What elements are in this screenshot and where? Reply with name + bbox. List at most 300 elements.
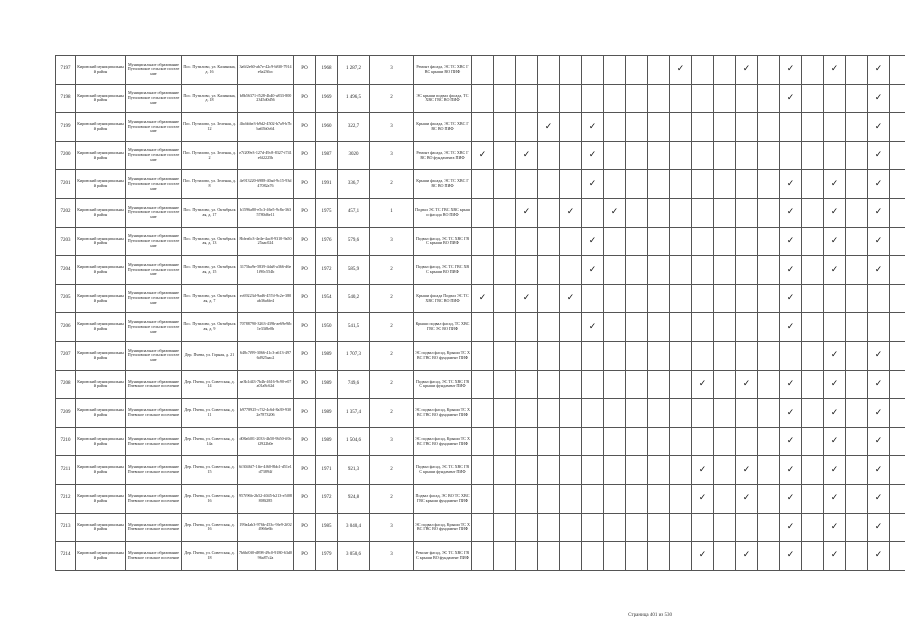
checkmark-icon: ✓ [786, 235, 795, 246]
row-number: 7204 [56, 256, 76, 285]
area-cell: 585,9 [338, 256, 370, 285]
row-number: 7198 [56, 84, 76, 113]
year-cell: 1975 [316, 198, 338, 227]
empty-cell [714, 198, 736, 227]
empty-cell [670, 256, 692, 285]
area-cell: 1 357,4 [338, 399, 370, 428]
empty-cell [868, 284, 890, 313]
empty-cell [538, 370, 560, 399]
checkmark-icon: ✓ [786, 293, 795, 304]
empty-cell [538, 542, 560, 571]
district-cell: Кировский муниципальный район [76, 341, 126, 370]
area-cell: 1 287,2 [338, 56, 370, 85]
house-code-cell: 957f96b-2b52-4045-b213-e5f08808f285 [238, 484, 294, 513]
form-cell: РО [294, 141, 316, 170]
district-cell: Кировский муниципальный район [76, 370, 126, 399]
year-cell: 1987 [316, 141, 338, 170]
checkmark-icon: ✓ [478, 293, 487, 304]
area-cell: 336,7 [338, 170, 370, 199]
empty-cell [802, 141, 824, 170]
checkmark-cell [824, 56, 846, 85]
house-code-cell: 70788790-3263-439b-ae69e9fb1e33f8e0b [238, 313, 294, 342]
checkmark-cell [670, 56, 692, 85]
house-code-cell: 8bfea6c3-4e4e-4ac8-9310-9a5025aac024 [238, 227, 294, 256]
empty-cell [472, 399, 494, 428]
row-number: 7210 [56, 427, 76, 456]
empty-cell [648, 427, 670, 456]
works-cell: ЭС подвал фасад, Крыши ТС ХВС ГВС ВО фундамент ПИФ [414, 341, 472, 370]
empty-cell [494, 341, 516, 370]
checkmark-icon: ✓ [830, 407, 839, 418]
empty-cell [494, 456, 516, 485]
checkmark-cell [582, 256, 604, 285]
address-cell: Пос. Путилово, ул. Зеленая, д. 2 [182, 141, 238, 170]
empty-cell [736, 84, 758, 113]
empty-cell [626, 84, 648, 113]
area-cell: 1 504,6 [338, 427, 370, 456]
table-row [56, 341, 905, 370]
checkmark-icon: ✓ [786, 436, 795, 447]
empty-cell [780, 113, 802, 142]
checkmark-cell [516, 198, 538, 227]
empty-cell [758, 513, 780, 542]
empty-cell [846, 56, 868, 85]
checkmark-icon: ✓ [874, 550, 883, 561]
empty-cell [736, 198, 758, 227]
works-cell: ЭС подвал фасад, Крыши ТС ХВС ГВС ВО фундамент ПИФ [414, 513, 472, 542]
empty-cell [824, 284, 846, 313]
form-cell: РО [294, 341, 316, 370]
address-cell: Пос. Путилово, ул. Октябрьская, д. 13 [182, 227, 238, 256]
empty-cell [846, 256, 868, 285]
year-cell: 1976 [316, 227, 338, 256]
year-cell: 1989 [316, 341, 338, 370]
checkmark-icon: ✓ [676, 64, 685, 75]
empty-cell [604, 313, 626, 342]
empty-cell [560, 256, 582, 285]
empty-cell [692, 427, 714, 456]
empty-cell [626, 427, 648, 456]
checkmark-icon: ✓ [874, 121, 883, 132]
area-cell: 579,6 [338, 227, 370, 256]
checkmark-icon: ✓ [830, 350, 839, 361]
empty-cell [758, 256, 780, 285]
quantity-cell: 2 [370, 484, 414, 513]
empty-cell [890, 284, 905, 313]
empty-cell [736, 227, 758, 256]
empty-cell [560, 484, 582, 513]
row-number: 7197 [56, 56, 76, 85]
checkmark-cell [824, 513, 846, 542]
year-cell: 1989 [316, 399, 338, 428]
empty-cell [670, 456, 692, 485]
empty-cell [692, 284, 714, 313]
area-cell: 541,5 [338, 313, 370, 342]
table-row [56, 227, 905, 256]
municipality-cell: Муниципальное образование Путиловское сельское поселение [126, 84, 182, 113]
empty-cell [516, 484, 538, 513]
year-cell: 1954 [316, 284, 338, 313]
empty-cell [472, 542, 494, 571]
form-cell: РО [294, 513, 316, 542]
empty-cell [538, 513, 560, 542]
checkmark-icon: ✓ [698, 378, 707, 389]
empty-cell [846, 341, 868, 370]
checkmark-cell [692, 542, 714, 571]
checkmark-icon: ✓ [544, 121, 553, 132]
empty-cell [472, 256, 494, 285]
empty-cell [846, 427, 868, 456]
checkmark-cell [868, 513, 890, 542]
empty-cell [758, 84, 780, 113]
district-cell: Кировский муниципальный район [76, 284, 126, 313]
municipality-cell: Муниципальное образование Пчевское сельское поселение [126, 399, 182, 428]
table-row [56, 542, 905, 571]
empty-cell [692, 227, 714, 256]
form-cell: РО [294, 370, 316, 399]
year-cell: 1968 [316, 56, 338, 85]
empty-cell [758, 542, 780, 571]
empty-cell [692, 513, 714, 542]
district-cell: Кировский муниципальный район [76, 513, 126, 542]
empty-cell [670, 113, 692, 142]
empty-cell [846, 484, 868, 513]
empty-cell [538, 284, 560, 313]
empty-cell [604, 170, 626, 199]
quantity-cell: 3 [370, 141, 414, 170]
table-row [56, 399, 905, 428]
house-code-cell: b8b56371-f528-4b40-a833-8002345d0d56 [238, 84, 294, 113]
empty-cell [604, 456, 626, 485]
checkmark-cell [582, 170, 604, 199]
empty-cell [670, 313, 692, 342]
empty-cell [692, 113, 714, 142]
table-row [56, 284, 905, 313]
empty-cell [648, 484, 670, 513]
checkmark-icon: ✓ [588, 150, 597, 161]
empty-cell [670, 370, 692, 399]
empty-cell [846, 141, 868, 170]
empty-cell [890, 170, 905, 199]
checkmark-cell [824, 341, 846, 370]
house-code-cell: 4bcbbbe3-b9d2-4502-b7a9-b7bba65b0c64 [238, 113, 294, 142]
checkmark-icon: ✓ [522, 293, 531, 304]
checkmark-icon: ✓ [786, 521, 795, 532]
checkmark-cell [824, 427, 846, 456]
area-cell: 3020 [338, 141, 370, 170]
empty-cell [626, 313, 648, 342]
checkmark-icon: ✓ [786, 550, 795, 561]
checkmark-cell [472, 284, 494, 313]
empty-cell [736, 399, 758, 428]
empty-cell [626, 227, 648, 256]
empty-cell [516, 227, 538, 256]
municipality-cell: Муниципальное образование Пчевское сельское поселение [126, 513, 182, 542]
empty-cell [714, 141, 736, 170]
checkmark-icon: ✓ [874, 464, 883, 475]
works-cell: ЭС подвал фасад, Крыши ТС ХВС ГВС ВО фундамент ПИФ [414, 399, 472, 428]
checkmark-icon: ✓ [786, 92, 795, 103]
empty-cell [472, 370, 494, 399]
checkmark-cell [868, 484, 890, 513]
form-cell: РО [294, 56, 316, 85]
quantity-cell: 3 [370, 513, 414, 542]
empty-cell [582, 284, 604, 313]
empty-cell [758, 56, 780, 85]
quantity-cell: 2 [370, 370, 414, 399]
checkmark-cell [780, 170, 802, 199]
empty-cell [516, 513, 538, 542]
district-cell: Кировский муниципальный район [76, 313, 126, 342]
address-cell: Пос. Путилово, ул. Октябрьская, д. 9 [182, 313, 238, 342]
empty-cell [648, 542, 670, 571]
empty-cell [802, 170, 824, 199]
empty-cell [472, 341, 494, 370]
empty-cell [670, 484, 692, 513]
municipality-cell: Муниципальное образование Путиловское сельское поселение [126, 113, 182, 142]
empty-cell [560, 113, 582, 142]
area-cell: 3 050,6 [338, 542, 370, 571]
empty-cell [538, 484, 560, 513]
form-cell: РО [294, 284, 316, 313]
empty-cell [494, 170, 516, 199]
empty-cell [582, 84, 604, 113]
empty-cell [648, 370, 670, 399]
checkmark-icon: ✓ [874, 235, 883, 246]
empty-cell [604, 56, 626, 85]
table-row [56, 456, 905, 485]
row-number: 7207 [56, 341, 76, 370]
empty-cell [494, 427, 516, 456]
empty-cell [802, 284, 824, 313]
empty-cell [670, 84, 692, 113]
checkmark-cell [868, 399, 890, 428]
empty-cell [516, 456, 538, 485]
district-cell: Кировский муниципальный район [76, 542, 126, 571]
checkmark-icon: ✓ [830, 521, 839, 532]
checkmark-icon: ✓ [874, 436, 883, 447]
empty-cell [890, 113, 905, 142]
area-cell: 540,2 [338, 284, 370, 313]
empty-cell [538, 170, 560, 199]
checkmark-icon: ✓ [830, 550, 839, 561]
empty-cell [560, 141, 582, 170]
empty-cell [802, 256, 824, 285]
works-cell: Подвал фасад, ЭС ТС ХВС ГВС крыши фундамент ПИФ [414, 456, 472, 485]
checkmark-cell [868, 456, 890, 485]
table-row [56, 370, 905, 399]
empty-cell [494, 513, 516, 542]
checkmark-cell [868, 256, 890, 285]
empty-cell [758, 198, 780, 227]
checkmark-icon: ✓ [742, 464, 751, 475]
checkmark-icon: ✓ [786, 178, 795, 189]
year-cell: 1991 [316, 170, 338, 199]
table-row [56, 56, 905, 85]
year-cell: 1972 [316, 256, 338, 285]
empty-cell [890, 141, 905, 170]
empty-cell [538, 141, 560, 170]
address-cell: Дер. Пчева, ул. Советская, д. 16 [182, 484, 238, 513]
checkmark-icon: ✓ [830, 378, 839, 389]
empty-cell [890, 227, 905, 256]
empty-cell [560, 313, 582, 342]
checkmark-cell [868, 227, 890, 256]
empty-cell [846, 84, 868, 113]
table-row [56, 313, 905, 342]
district-cell: Кировский муниципальный район [76, 113, 126, 142]
checkmark-cell [780, 198, 802, 227]
empty-cell [890, 484, 905, 513]
empty-cell [714, 113, 736, 142]
checkmark-cell [780, 284, 802, 313]
row-number: 7203 [56, 227, 76, 256]
municipality-cell: Муниципальное образование Путиловское сельское поселение [126, 141, 182, 170]
checkmark-cell [582, 227, 604, 256]
empty-cell [648, 513, 670, 542]
empty-cell [758, 113, 780, 142]
empty-cell [846, 284, 868, 313]
empty-cell [516, 399, 538, 428]
checkmark-cell [736, 542, 758, 571]
empty-cell [670, 227, 692, 256]
empty-cell [582, 341, 604, 370]
table-row [56, 198, 905, 227]
house-code-cell: 3a6f2e60-ab7e-42c9-b8f0-7914e6a236cc [238, 56, 294, 85]
empty-cell [626, 256, 648, 285]
checkmark-cell [868, 198, 890, 227]
quantity-cell: 2 [370, 399, 414, 428]
empty-cell [648, 84, 670, 113]
quantity-cell: 3 [370, 427, 414, 456]
house-code-cell: 199a4ab3-976b-453c-9fe9-2f024966e6b [238, 513, 294, 542]
checkmark-cell [780, 227, 802, 256]
empty-cell [604, 113, 626, 142]
works-cell: Крыши фасада, ЭС ТС ХВС ГВС ВО ПИФ [414, 170, 472, 199]
empty-cell [582, 56, 604, 85]
empty-cell [538, 456, 560, 485]
empty-cell [560, 170, 582, 199]
empty-cell [758, 484, 780, 513]
checkmark-icon: ✓ [874, 350, 883, 361]
municipality-cell: Муниципальное образование Пчевское сельское поселение [126, 456, 182, 485]
year-cell: 1979 [316, 542, 338, 571]
row-number: 7214 [56, 542, 76, 571]
empty-cell [538, 313, 560, 342]
checkmark-icon: ✓ [786, 264, 795, 275]
empty-cell [626, 341, 648, 370]
quantity-cell: 1 [370, 198, 414, 227]
empty-cell [582, 542, 604, 571]
district-cell: Кировский муниципальный район [76, 198, 126, 227]
checkmark-cell [780, 456, 802, 485]
empty-cell [582, 427, 604, 456]
municipality-cell: Муниципальное образование Путиловское сельское поселение [126, 313, 182, 342]
works-cell: Подвал фасад, ЭС ТС ХВС ГВС крыши фундамент ПИФ [414, 370, 472, 399]
quantity-cell: 2 [370, 170, 414, 199]
checkmark-cell [560, 284, 582, 313]
form-cell: РО [294, 170, 316, 199]
empty-cell [560, 56, 582, 85]
checkmark-icon: ✓ [786, 493, 795, 504]
empty-cell [560, 456, 582, 485]
empty-cell [582, 399, 604, 428]
empty-cell [626, 284, 648, 313]
checkmark-cell [868, 370, 890, 399]
checkmark-cell [780, 513, 802, 542]
checkmark-cell [868, 427, 890, 456]
district-cell: Кировский муниципальный район [76, 227, 126, 256]
checkmark-cell [868, 141, 890, 170]
empty-cell [494, 141, 516, 170]
empty-cell [758, 427, 780, 456]
form-cell: РО [294, 227, 316, 256]
empty-cell [560, 84, 582, 113]
empty-cell [648, 198, 670, 227]
municipality-cell: Муниципальное образование Пчевское сельское поселение [126, 542, 182, 571]
house-code-cell: 6f3046f7-1ffe-4f60-8bb1-d51e1d73894f [238, 456, 294, 485]
district-cell: Кировский муниципальный район [76, 84, 126, 113]
empty-cell [516, 313, 538, 342]
empty-cell [846, 370, 868, 399]
empty-cell [626, 170, 648, 199]
municipality-cell: Муниципальное образование Пчевское сельское поселение [126, 484, 182, 513]
empty-cell [714, 84, 736, 113]
empty-cell [670, 170, 692, 199]
checkmark-cell [868, 341, 890, 370]
works-cell: Ремонт фасада, ЭС ТС ХВС ГВС крыши ВО ПИФ [414, 56, 472, 85]
empty-cell [626, 141, 648, 170]
form-cell: РО [294, 256, 316, 285]
quantity-cell: 2 [370, 256, 414, 285]
area-cell: 1 496,5 [338, 84, 370, 113]
checkmark-cell [868, 113, 890, 142]
checkmark-icon: ✓ [830, 464, 839, 475]
checkmark-icon: ✓ [874, 178, 883, 189]
empty-cell [582, 484, 604, 513]
address-cell: Дер. Пчева, ул. Горная, д. 21 [182, 341, 238, 370]
empty-cell [692, 256, 714, 285]
checkmark-icon: ✓ [698, 464, 707, 475]
works-cell: Крыши фасада, ЭС ТС ХВС ГВС ВО ПИФ [414, 113, 472, 142]
checkmark-icon: ✓ [786, 64, 795, 75]
checkmark-icon: ✓ [588, 264, 597, 275]
checkmark-icon: ✓ [786, 378, 795, 389]
checkmark-icon: ✓ [588, 121, 597, 132]
empty-cell [758, 313, 780, 342]
empty-cell [648, 56, 670, 85]
works-cell: ЭС крыши подвал фасада, ТС ХВС ГВС ВО ПИФ [414, 84, 472, 113]
table-row [56, 141, 905, 170]
checkmark-icon: ✓ [830, 436, 839, 447]
checkmark-icon: ✓ [874, 407, 883, 418]
empty-cell [560, 399, 582, 428]
empty-cell [494, 370, 516, 399]
quantity-cell: 3 [370, 227, 414, 256]
row-number: 7206 [56, 313, 76, 342]
checkmark-cell [780, 370, 802, 399]
empty-cell [494, 84, 516, 113]
checkmark-icon: ✓ [522, 150, 531, 161]
area-cell: 457,1 [338, 198, 370, 227]
empty-cell [494, 198, 516, 227]
checkmark-icon: ✓ [566, 293, 575, 304]
address-cell: Дер. Пчева, ул. Советская, д. 16 [182, 513, 238, 542]
empty-cell [714, 456, 736, 485]
empty-cell [648, 399, 670, 428]
form-cell: РО [294, 313, 316, 342]
address-cell: Пос. Путилово, ул. Зеленая, д. 8 [182, 170, 238, 199]
